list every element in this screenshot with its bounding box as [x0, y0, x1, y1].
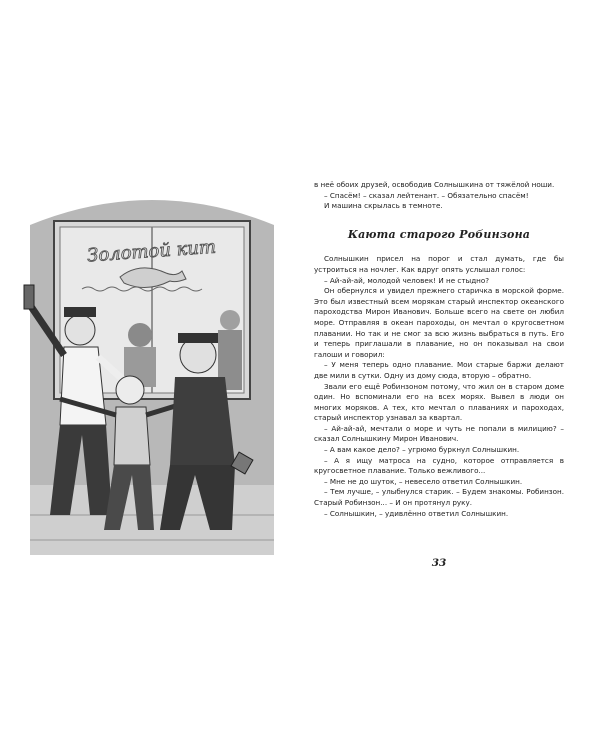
shop-sign: Золотой кит	[86, 236, 217, 267]
page-number: 33	[431, 557, 447, 569]
text-column	[314, 180, 564, 519]
paragraph: – У меня теперь одно плавание. Мои старые баржи делают две мили в сутки. Одну из дому сюда, вторую – обратно.	[314, 360, 564, 380]
chapter-title: Каюта старого Робинзона	[347, 227, 531, 241]
paragraph: – А вам какое дело? – угрюмо буркнул Солнышкин.	[324, 445, 520, 455]
top-paragraph-2: – Спасём! – сказал лейтенант. – Обязательно спасём!	[324, 190, 529, 200]
paragraph: – Тем лучше, – улыбнулся старик. – Будем знакомы. Робинзон. Старый Робинзон... – И он протянул руку.	[314, 487, 564, 508]
paragraph: – Ай-ай-ай, мечтали о море и чуть не попали в милицию? – сказал Солнышкину Мирон Иванович.	[314, 423, 564, 444]
paragraph: Он обернулся и увидел прежнего старичка в морской форме. Это был известный всем морякам старый инспектор океанского пароходства Мирон Иванович. Больше всего на свете он любил море. Отправляя в океан пароходы, он мечтал о кругосветном плавании. Но так и не смог за всю жизнь выбраться в путь. Его и теперь приглашали в плавание, но он показывал на свои галоши и говорил:	[314, 286, 564, 359]
paragraph: – Солнышкин, – удивлённо ответил Солнышкин.	[324, 508, 509, 518]
top-paragraph-3: И машина скрылась в темноте.	[324, 201, 443, 211]
street-scene-illustration-icon	[20, 185, 284, 565]
paragraph: Солнышкин присел на порог и стал думать, где бы устроиться на ночлег. Как вдруг опять услышал голос:	[314, 254, 564, 274]
paragraph: – А я ищу матроса на судно, которое отправляется в кругосветное плавание. Только вежливого...	[314, 455, 564, 476]
paragraph: Звали его ещё Робинзоном потому, что жил он в старом доме один. Но вспоминали его на всех морях. Вывел в люди он многих моряков. А тех, кто мечтал о плаваниях и пароходах, старый инспектор узнавал за квартал.	[314, 381, 564, 423]
paragraph: – Мне не до шуток, – невесело ответил Солнышкин.	[324, 476, 523, 486]
paragraph: – Ай-ай-ай, молодой человек! И не стыдно?	[324, 275, 490, 285]
illustration	[20, 185, 284, 565]
top-paragraph-1: в неё обоих друзей, освободив Солнышкина от тяжёлой ноши.	[314, 180, 555, 189]
